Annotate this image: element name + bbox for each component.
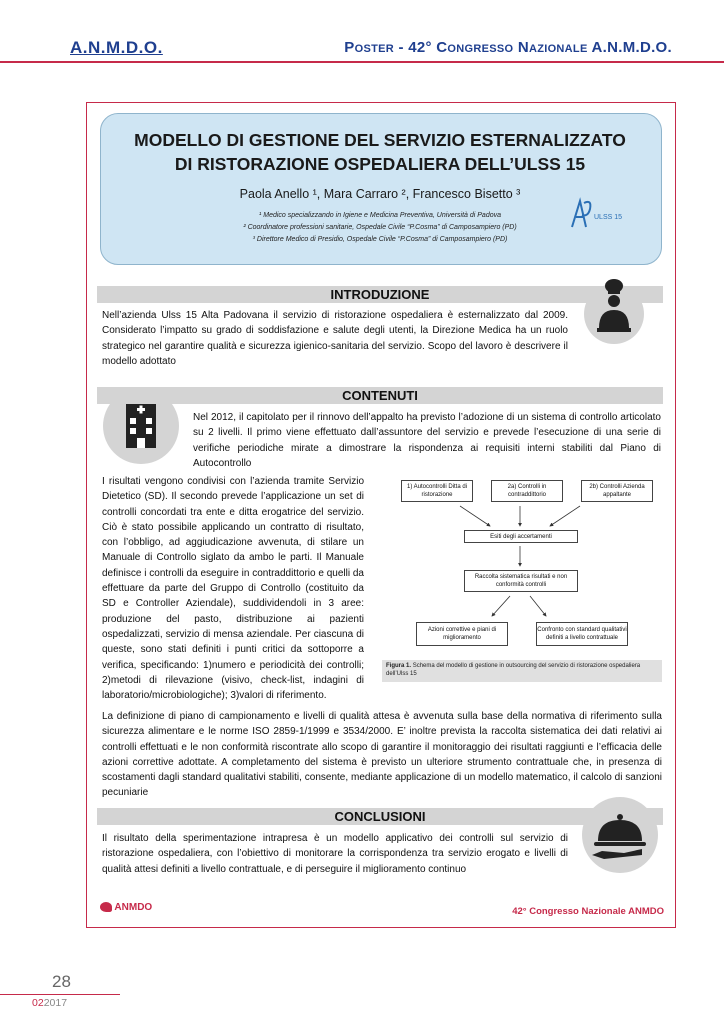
footer-congress: 42° Congresso Nazionale ANMDO — [512, 906, 664, 917]
contenuti-text-2: I risultati vengono condivisi con l’azienda tramite Servizio Dietetico (SD). Il secondo prevede l’applicazione un set di controlli concordati tra ente e ditta erogatrice del servizio. Ciò è stato possibile applicando un contratto di risultato, con l’obbligo, ad aggiudicazione avvenuta, di stilare un Manuale di Controllo siglato da ambo le parti. Il Manuale definisce i controlli da eseguire in contraddittorio e quelli da effettuare da parte del Gruppo di Controllo (costituito da SD e Controller Aziendale), suddividendoli in 3 aree: produzione del pasto, distribuzione ai pazienti ospedalizzati, servizio di mensa aziendale. Per ciascuna di queste, sono stati definiti i punti critici da sottoporre a verifica, specificando: 1)numero e periodicità dei controlli; 2)metodi di rilevazione (visivo, check-list, indagini di laboratorio/microbiologiche); 3)valori di riferimento. — [102, 476, 364, 702]
contenuti-text-1: Nel 2012, il capitolato per il rinnovo dell’appalto ha previsto l’adozione di un sistema di controllo articolato su 2 livelli. Il primo viene effettuato dall’assuntore del servizio e prevede l’esecuzione di una serie di verifiche periodiche mirate a dimostrare la rispondenza ai requisiti interni stabiliti dal Piano di Autocontrollo — [193, 412, 661, 469]
intro-text: Nell’azienda Ulss 15 Alta Padovana il servizio di ristorazione ospedaliera è esternalizzato dal 2009. Considerato l’impatto su grado di soddisfazione e salute degli utenti, la Direzione Medica ha un ruolo strategico nel garantire qualità e sicurezza igienico-sanitaria del servizio. Scopo del lavoro è descrivere il modello adottato — [102, 310, 568, 367]
conclusioni-text: Il risultato della sperimentazione intrapresa è un modello applicativo dei controlli sul servizio di ristorazione ospedaliera, con l’obiettivo di monitorare la corrispondenza tra servizio erogato e livelli di qualità attesi definiti a livello contrattuale, e di perseguire il miglioramento continuo — [102, 833, 568, 875]
flow-box-autocontrolli: 1) Autocontrolli Ditta di ristorazione — [401, 480, 473, 502]
issue-label — [32, 997, 67, 1009]
page-number: 28 — [52, 972, 71, 991]
flow-box-confronto: Confronto con standard qualitativi definiti a livello contrattuale — [536, 622, 628, 646]
section-heading-contenuti: CONTENUTI — [97, 387, 663, 404]
flow-box-raccolta: Raccolta sistematica risultati e non conformità controlli — [464, 570, 578, 592]
anmdo-logo-mark — [100, 902, 112, 912]
chef-icon — [583, 272, 645, 350]
contenuti-text-3: La definizione di piano di campionamento e livelli di qualità attesa è avvenuta sulla base della normativa di riferimento sulla sicurezza alimentare e le norme ISO 2859-1/1999 e 3534/2000. E’ inoltre prevista la raccolta sistematica dei dati relativi ai controlli effettuati e le non conformità riscontrate allo scopo di garantire il monitoraggio dei risultati raggiunti e l’efficacia delle azioni correttive adottate. A completamento del sistema è previsto un ulteriore strumento contrattuale che, in presenza di scostamenti dagli standard qualitativi stabiliti, consente, mediante applicazione di un modello matematico, il calcolo di sanzioni pecuniarie — [102, 711, 662, 799]
flow-box-esiti: Esiti degli accertamenti — [464, 530, 578, 543]
figure-caption — [382, 660, 662, 682]
hospital-icon — [101, 386, 181, 466]
page-header-title: Poster - 42° Congresso Nazionale A.N.M.D.O. — [344, 39, 672, 56]
page-number-divider — [0, 994, 120, 995]
header-divider — [0, 61, 724, 63]
cloche-icon — [580, 795, 660, 875]
affiliation-1: ¹ Medico specializzando in Igiene e Medicina Preventiva, Università di Padova — [258, 212, 502, 219]
flow-box-contraddittorio: 2a) Controlli in contraddittorio — [491, 480, 563, 502]
section-heading-conclusioni: CONCLUSIONI — [97, 808, 663, 825]
title-line-1: MODELLO DI GESTIONE DEL SERVIZIO ESTERNALIZZATO — [134, 130, 626, 150]
flow-box-azioni: Azioni correttive e piani di miglioramento — [416, 622, 508, 646]
figure-caption-text: Schema del modello di gestione in outsourcing del servizio di ristorazione ospedaliera dell’Ulss 15 — [386, 663, 641, 677]
figure-flowchart — [380, 472, 664, 686]
affiliation-3: ³ Direttore Medico di Presidio, Ospedale Civile “P.Cosma” di Camposampiero (PD) — [252, 236, 508, 243]
ulss-logo-text: ULSS 15 — [594, 214, 623, 221]
flow-box-azienda: 2b) Controlli Azienda appaltante — [581, 480, 653, 502]
anmdo-footer-logo — [100, 902, 152, 913]
affiliation-2: ² Coordinatore professioni sanitarie, Ospedale Civile “P.Cosma” di Camposampiero (PD) — [243, 224, 517, 231]
authors: Paola Anello ¹, Mara Carraro ², Francesco Bisetto ³ — [239, 187, 521, 201]
figure-caption-label: Figura 1. — [386, 663, 412, 669]
title-line-2: DI RISTORAZIONE OSPEDALIERA DELL’ULSS 15 — [174, 154, 586, 174]
journal-logo: A.N.M.D.O. — [70, 38, 163, 57]
section-heading-introduzione: INTRODUZIONE — [97, 286, 663, 303]
poster-title — [100, 128, 660, 176]
anmdo-logo-text: ANMDO — [114, 902, 153, 913]
issue-year: 2017 — [43, 997, 68, 1009]
issue-prefix: 02 — [32, 997, 44, 1009]
ulss-logo — [566, 195, 626, 235]
flow-arrows — [380, 472, 664, 686]
